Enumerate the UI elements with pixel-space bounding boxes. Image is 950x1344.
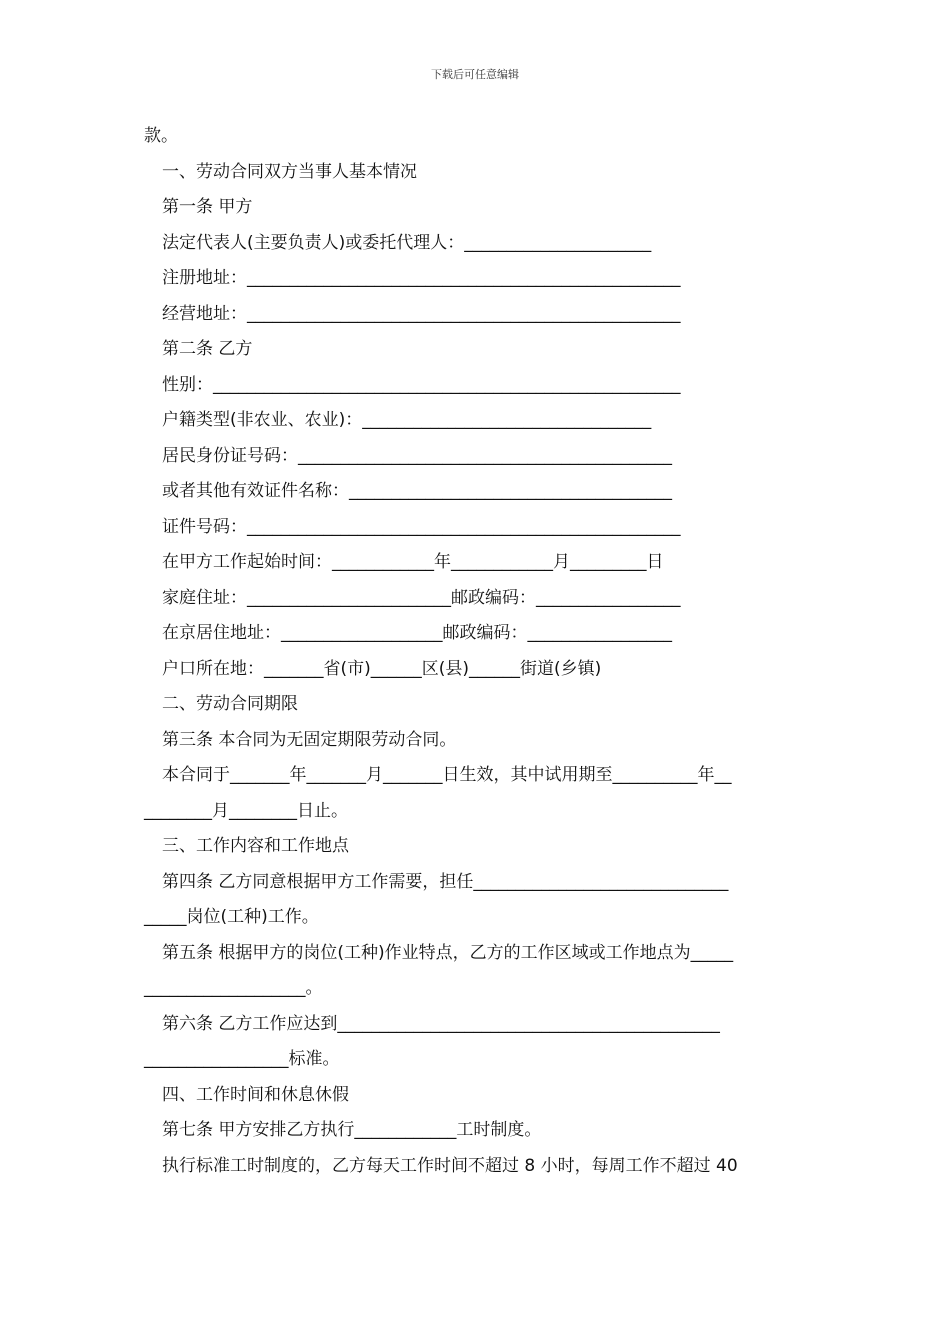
form-field-line: 在京居住地址：___________________邮政编码：_________________ (162, 623, 672, 643)
section-heading: 三、工作内容和工作地点 (162, 836, 349, 856)
clause-text: 本合同于_______年_______月_______日生效，其中试用期至__________年__ (162, 765, 732, 785)
text-line: 款。 (144, 126, 178, 146)
form-field-line: 或者其他有效证件名称：______________________________________ (162, 481, 672, 501)
section-heading: 一、劳动合同双方当事人基本情况 (162, 161, 417, 182)
clause-text: 第六条 乙方工作应达到_____________________________________________ (162, 1013, 720, 1034)
clause-text-continued: ___________________。 (144, 978, 323, 998)
clause-text: 执行标准工时制度的，乙方每天工作时间不超过 8 小时，每周工作不超过 40 (162, 1155, 738, 1176)
form-field-line: 居民身份证号码：____________________________________________ (162, 445, 672, 466)
form-field-line: 在甲方工作起始时间：____________年____________月_________日 (162, 552, 664, 572)
form-field-line: 注册地址：___________________________________________________ (162, 268, 681, 288)
clause-title: 第一条 甲方 (162, 197, 253, 217)
clause-text-continued: _____岗位(工种)工作。 (144, 907, 319, 927)
form-field-line: 家庭住址：________________________邮政编码：_________________ (162, 587, 681, 608)
section-heading: 二、劳动合同期限 (162, 694, 298, 714)
clause-text: 第三条 本合同为无固定期限劳动合同。 (162, 729, 457, 750)
form-field-line: 法定代表人(主要负责人)或委托代理人：______________________ (162, 232, 652, 253)
clause-text-continued: _________________标准。 (144, 1049, 340, 1069)
clause-text-continued: ________月________日止。 (144, 800, 348, 821)
form-field-line: 户口所在地：_______省(市)______区(县)______街道(乡镇) (162, 658, 602, 679)
clause-text: 第七条 甲方安排乙方执行____________工时制度。 (162, 1120, 542, 1140)
page-header: 下载后可任意编辑 (431, 68, 519, 81)
form-field-line: 性别：_______________________________________________________ (162, 374, 681, 395)
form-field-line: 证件号码：___________________________________________________ (162, 516, 681, 537)
document-body (144, 119, 814, 1184)
clause-text: 第五条 根据甲方的岗位(工种)作业特点，乙方的工作区域或工作地点为_____ (162, 942, 734, 963)
form-field-line: 户籍类型(非农业、农业)：__________________________________ (162, 410, 652, 430)
form-field-line: 经营地址：___________________________________________________ (162, 303, 681, 324)
clause-title: 第二条 乙方 (162, 339, 253, 359)
clause-text: 第四条 乙方同意根据甲方工作需要，担任______________________________ (162, 871, 729, 892)
section-heading: 四、工作时间和休息休假 (162, 1084, 349, 1105)
